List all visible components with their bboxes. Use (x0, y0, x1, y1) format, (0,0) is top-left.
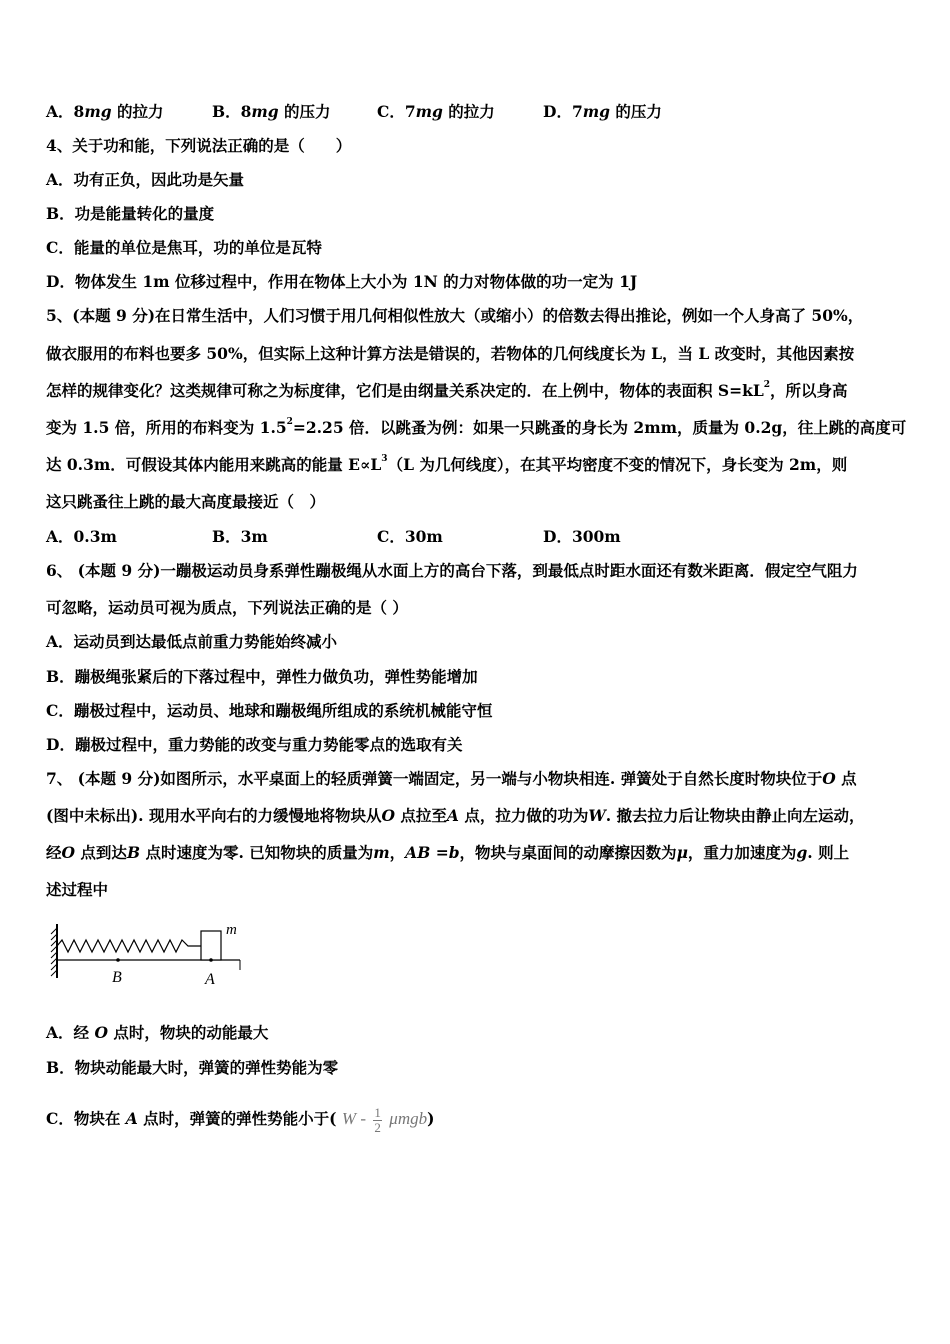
q5-stem-line-6: 这只跳蚤往上跳的最大高度最接近（ ） (46, 492, 326, 511)
q6-option-c: C．蹦极过程中，运动员、地球和蹦极绳所组成的系统机械能守恒 (46, 701, 493, 720)
label-a: A (205, 971, 215, 988)
q7-stem-line-2: (图中未标出). 现用水平向右的力缓慢地将物块从O 点拉至A 点，拉力做的功为W. 撤去拉力后让物块由静止向左运动， (46, 806, 865, 825)
q5-option-a: A．0.3m (46, 527, 117, 546)
q4-option-b: B．功是能量转化的量度 (46, 204, 215, 223)
q6-stem-line-2: 可忽略，运动员可视为质点，下列说法正确的是（ ） (46, 598, 408, 617)
spring (57, 940, 201, 952)
q6-stem-line-1: 6、 (本题 9 分)一蹦极运动员身系弹性蹦极绳从水面上方的高台下落，到最低点时距水面还有数米距离．假定空气阻力 (46, 561, 858, 580)
q5-stem-line-2: 做衣服用的布料也要多 50%，但实际上这种计算方法是错误的，若物体的几何线度长为 L，当 L 改变时，其他因素按 (46, 344, 855, 363)
q7-stem-line-4: 述过程中 (46, 880, 109, 899)
q5-stem-line-3: 怎样的规律变化？这类规律可称之为标度律，它们是由纲量关系决定的．在上例中，物体的表面积 $S=kL^2$，所以身高 (46, 380, 848, 400)
q3-option-d: D．7mg 的压力 (543, 102, 662, 121)
formula-w: W - (341, 1109, 366, 1128)
q3-option-b: B．8mg 的压力 (212, 102, 331, 121)
q3-option-c: C．7mg 的拉力 (377, 102, 495, 121)
label-b: B (112, 969, 122, 986)
q7-option-a: A．经 O 点时，物块的动能最大 (46, 1023, 269, 1042)
q3-option-a: A．8mg 的拉力 (46, 102, 164, 121)
q7-stem-line-1: 7、 (本题 9 分)如图所示，水平桌面上的轻质弹簧一端固定，另一端与小物块相连. 弹簧处于自然长度时物块位于O 点 (46, 769, 857, 788)
q5-option-c: C．30m (377, 527, 443, 546)
q5-stem-line-5: 达 0.3m．可假设其体内能用来跳高的能量 $E\propto L^3(L$ 为几何线度），在其平均密度不变的情况下，身长变为 2m，则 (46, 454, 848, 474)
q4-option-d: D．物体发生 1m 位移过程中，作用在物体上大小为 1N 的力对物体做的功一定为 1J (46, 272, 638, 291)
q4-stem: 4、关于功和能，下列说法正确的是（ ） (46, 136, 352, 155)
point-a-dot (209, 958, 213, 962)
q4-option-a: A．功有正负，因此功是矢量 (46, 170, 245, 189)
q7-stem-line-3: 经O 点到达B 点时速度为零. 已知物块的质量为m，AB =b，物块与桌面间的动摩擦因数为μ，重力加速度为g. 则上 (46, 843, 850, 862)
q5-stem-line-1: 5、(本题 9 分)在日常生活中，人们习惯于用几何相似性放大（或缩小）的倍数去得出推论，例如一个人身高了 50%， (46, 306, 864, 325)
q6-option-d: D．蹦极过程中，重力势能的改变与重力势能零点的选取有关 (46, 735, 463, 754)
spring-block-figure (44, 918, 244, 990)
q7-option-b: B．物块动能最大时，弹簧的弹性势能为零 (46, 1058, 339, 1077)
q7-option-c: C．物块在 A 点时，弹簧的弹性势能小于( W - $\frac{1}{2}$ μmgb) (46, 1104, 435, 1135)
q5-stem-line-4: 变为 1.5 倍，所用的布料变为 $1.5^2=2.25$ 倍．以跳蚤为例：如果一只跳蚤的身长为 2mm，质量为 0.2g，往上跳的高度可 (46, 417, 907, 437)
q5-option-b: B．3m (212, 527, 268, 546)
label-m: m (226, 922, 237, 938)
q4-option-c: C．能量的单位是焦耳，功的单位是瓦特 (46, 238, 322, 257)
block (201, 931, 221, 960)
q5-option-d: D．300m (543, 527, 621, 546)
point-b-dot (116, 958, 120, 962)
fraction-one-half: $\frac{1}{2}$ (374, 1104, 381, 1135)
q6-option-b: B．蹦极绳张紧后的下落过程中，弹性力做负功，弹性势能增加 (46, 667, 478, 686)
q6-option-a: A．运动员到达最低点前重力势能始终减小 (46, 632, 338, 651)
formula-umgb: μmgb (389, 1109, 428, 1128)
